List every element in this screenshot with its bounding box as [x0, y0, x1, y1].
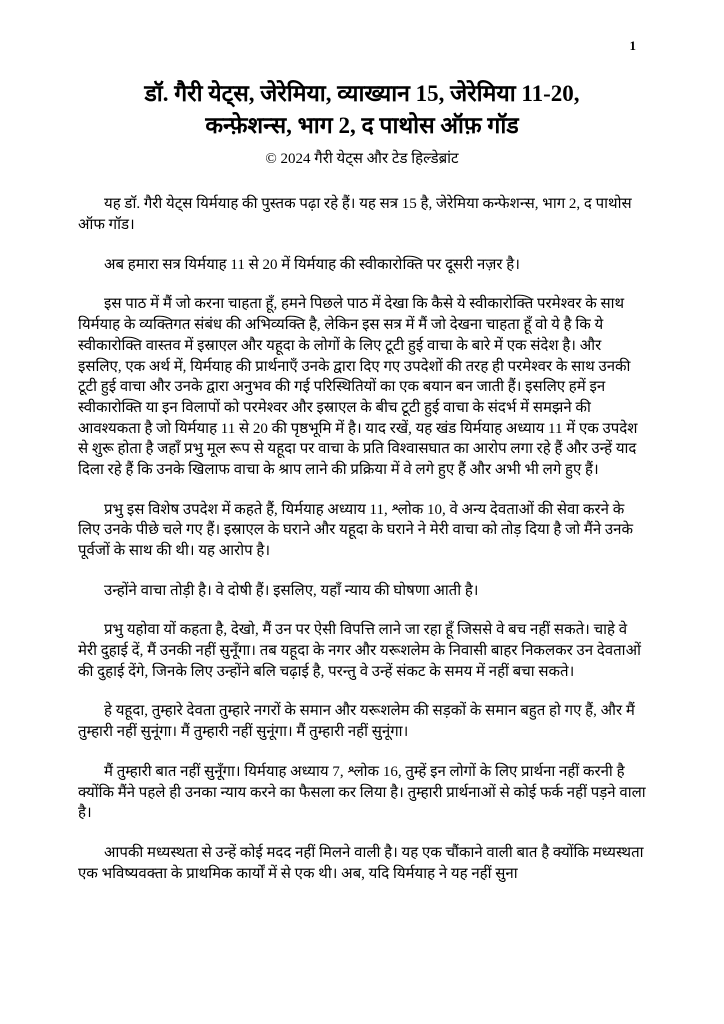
paragraph-3: इस पाठ में मैं जो करना चाहता हूँ, हमने पिछले पाठ में देखा कि कैसे ये स्वीकारोक्ति परमेश्वर के साथ यिर्मयाह के व्यक्तिगत संबंध की अभिव्यक्ति है, लेकिन इस सत्र में मैं जो देखना चाहता हूँ वो ये है कि ये स्वीकारोक्ति वास्तव में इस्राएल और यहूदा के लोगों के लिए टूटी हुई वाचा के बारे में एक संदेश है। और इसलिए, एक अर्थ में, यिर्मयाह की प्रार्थनाएँ उनके द्वारा दिए गए उपदेशों की तरह ही परमेश्वर के साथ उनकी टूटी हुई वाचा और उनके द्वारा अनुभव की गई परिस्थितियों का एक बयान बन जाती हैं। इसलिए हमें इन स्वीकारोक्ति या इन विलापों को परमेश्वर और इस्राएल के बीच टूटी हुई वाचा के संदर्भ में समझने की आवश्यकता है जो यिर्मयाह 11 से 20 की पृष्ठभूमि में है। याद रखें, यह खंड यिर्मयाह अध्याय 11 में एक उपदेश से शुरू होता है जहाँ प्रभु मूल रूप से यहूदा पर वाचा के प्रति विश्वासघात का आरोप लगा रहे हैं और उन्हें याद दिला रहे हैं कि उनके खिलाफ वाचा के श्राप लाने की प्रक्रिया में वे लगे हुए हैं और अभी भी लगे हुए हैं।	[78, 296, 638, 478]
paragraph-5: उन्होंने वाचा तोड़ी है। वे दोषी हैं। इसलिए, यहाँ न्याय की घोषणा आती है।	[104, 582, 479, 599]
paragraph-8: मैं तुम्हारी बात नहीं सुनूँगा। यिर्मयाह अध्याय 7, श्लोक 16, तुम्हें इन लोगों के लिए प्रार्थना नहीं करनी है क्योंकि मैंने पहले ही उनका न्याय करने का फैसला कर लिया है। तुम्हारी प्रार्थनाओं से कोई फर्क नहीं पड़ने वाला है।	[78, 763, 646, 822]
copyright-line: © 2024 गैरी येट्स और टेड हिल्डेब्रांट	[265, 151, 459, 168]
title-line-2: कन्फ़ेशन्स, भाग 2, द पाथोस ऑफ़ गॉड	[205, 113, 519, 139]
document-body	[78, 194, 646, 884]
page-number: 1	[629, 38, 636, 53]
paragraph-2: अब हमारा सत्र यिर्मयाह 11 से 20 में यिर्मयाह की स्वीकारोक्ति पर दूसरी नज़र है।	[104, 256, 520, 273]
document-title	[78, 78, 646, 142]
paragraph-4: प्रभु इस विशेष उपदेश में कहते हैं, यिर्मयाह अध्याय 11, श्लोक 10, वे अन्य देवताओं की सेवा करने के लिए उनके पीछे चले गए हैं। इस्राएल के घराने और यहूदा के घराने ने मेरी वाचा को तोड़ दिया है जो मैंने उनके पूर्वजों के साथ की थी। यह आरोप है।	[78, 501, 633, 559]
title-line-1: डॉ. गैरी येट्स, जेरेमिया, व्याख्यान 15, जेरेमिया 11-20,	[144, 81, 580, 106]
paragraph-9: आपकी मध्यस्थता से उन्हें कोई मदद नहीं मिलने वाली है। यह एक चौंकाने वाली बात है क्योंकि मध्यस्थता एक भविष्यवक्ता के प्राथमिक कार्यों में से एक थी। अब, यदि यिर्मयाह ने यह नहीं सुना	[78, 844, 644, 882]
paragraph-6: प्रभु यहोवा यों कहता है, देखो, मैं उन पर ऐसी विपत्ति लाने जा रहा हूँ जिससे वे बच नहीं सकते। चाहे वे मेरी दुहाई दें, मैं उनकी नहीं सुनूँगा। तब यहूदा के नगर और यरूशलेम के निवासी बाहर निकलकर उन देवताओं की दुहाई देंगे, जिनके लिए उन्होंने बलि चढ़ाई है, परन्तु वे उन्हें संकट के समय में नहीं बचा सकते।	[78, 622, 641, 680]
paragraph-1: यह डॉ. गैरी येट्स यिर्मयाह की पुस्तक पढ़ा रहे हैं। यह सत्र 15 है, जेरेमिया कन्फेशन्स, भाग 2, द पाथोस ऑफ गॉड।	[78, 196, 632, 234]
paragraph-7: हे यहूदा, तुम्हारे देवता तुम्हारे नगरों के समान और यरूशलेम की सड़कों के समान बहुत हो गए हैं, और मैं तुम्हारी नहीं सुनूंगा। मैं तुम्हारी नहीं सुनूंगा। मैं तुम्हारी नहीं सुनूंगा।	[78, 703, 635, 741]
